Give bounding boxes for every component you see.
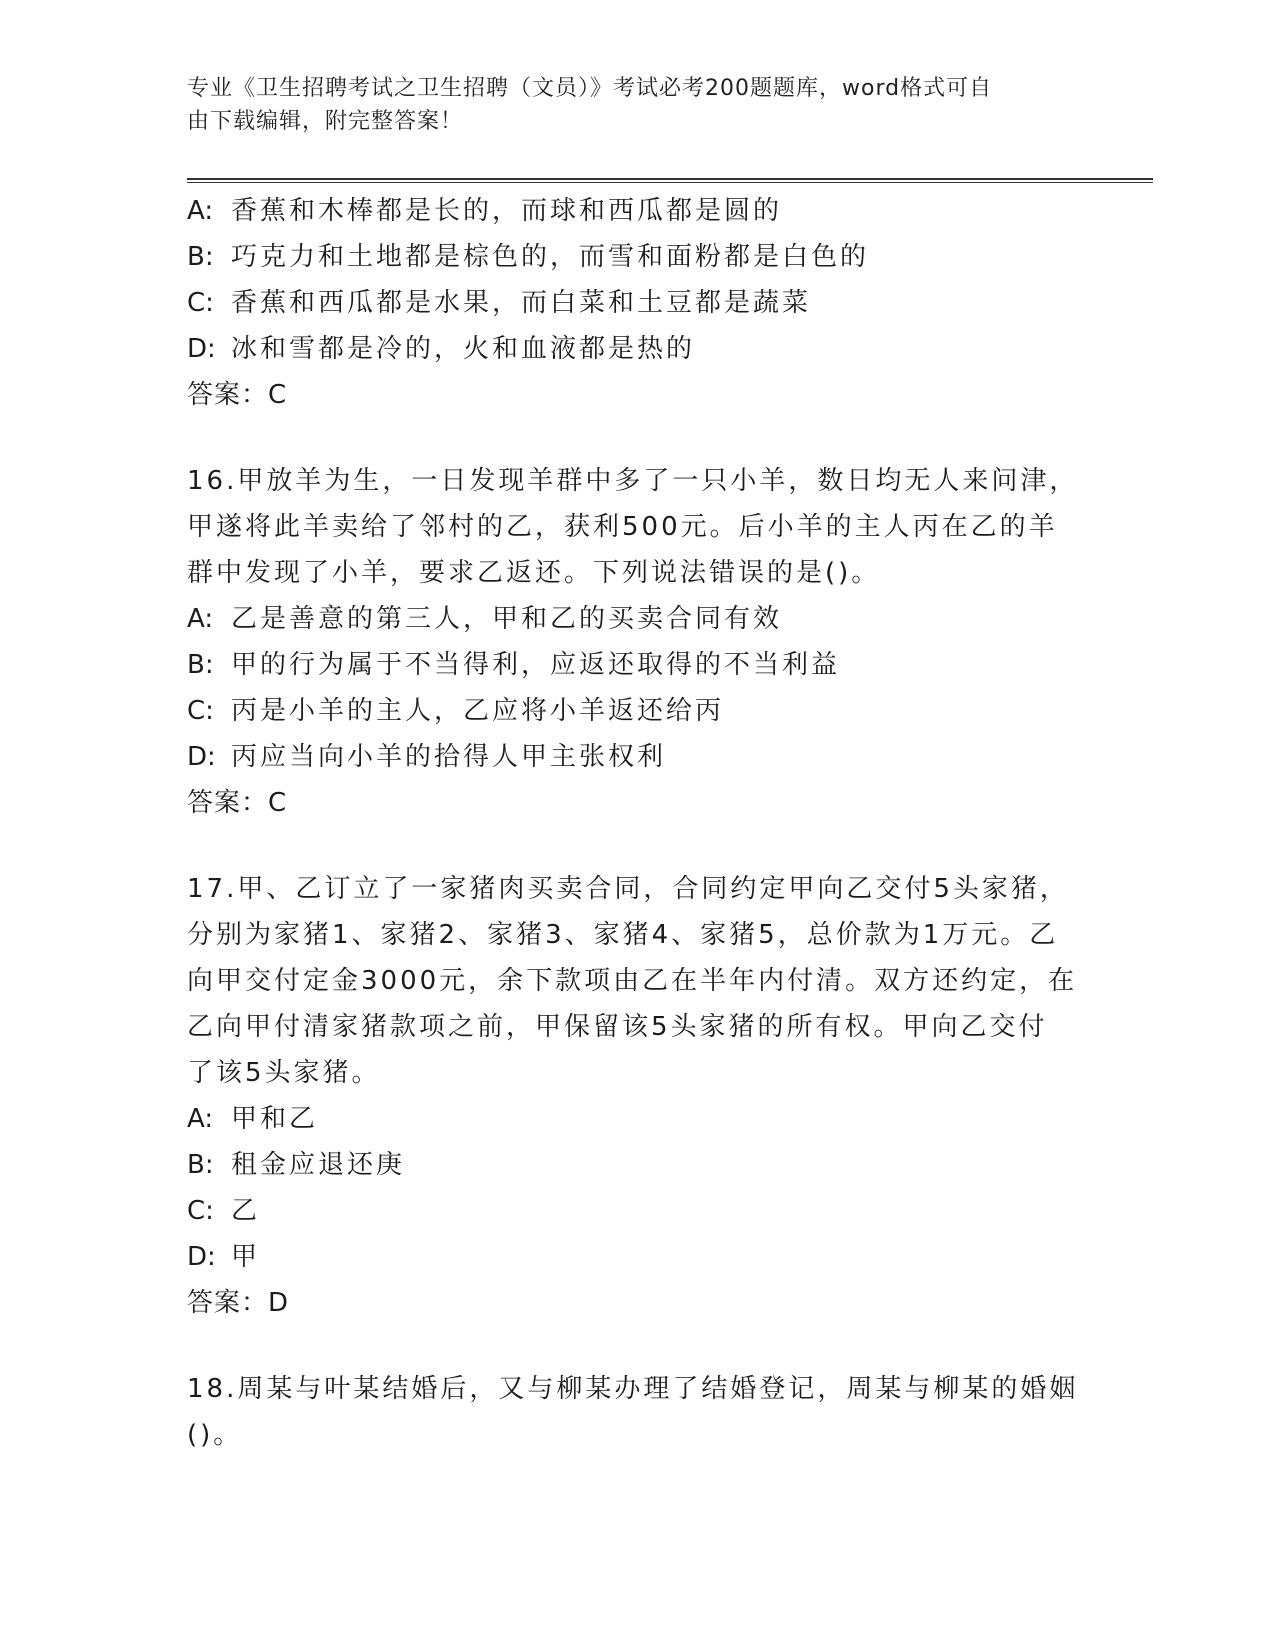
question-stem-line: 甲遂将此羊卖给了邻村的乙，获利500元。后小羊的主人丙在乙的羊 xyxy=(187,512,1058,542)
option-text: 甲 xyxy=(231,1242,261,1272)
option-d xyxy=(187,1234,1087,1280)
answer: 答案：C xyxy=(187,788,288,818)
option-a xyxy=(187,1096,1087,1142)
question-16 xyxy=(187,458,1087,826)
question-stem-line: 了该5头家猪。 xyxy=(187,1058,381,1088)
question-stem-line: 分别为家猪1、家猪2、家猪3、家猪4、家猪5，总价款为1万元。乙 xyxy=(187,920,1059,950)
header-line-1: 专业《卫生招聘考试之卫生招聘（文员）》考试必考200题题库，word格式可自 xyxy=(187,76,993,101)
question-stem-line: 向甲交付定金3000元，余下款项由乙在半年内付清。双方还约定，在 xyxy=(187,966,1078,996)
option-b xyxy=(187,642,1087,688)
header-line-2: 由下载编辑，附完整答案！ xyxy=(187,109,464,134)
option-text: 租金应退还庚 xyxy=(231,1150,406,1180)
option-text: 冰和雪都是冷的，火和血液都是热的 xyxy=(231,334,696,364)
option-text: 巧克力和土地都是棕色的，而雪和面粉都是白色的 xyxy=(231,242,870,272)
option-label: B: xyxy=(187,242,214,272)
question-stem-line: 16.甲放羊为生，一日发现羊群中多了一只小羊，数日均无人来问津， xyxy=(187,466,1079,496)
option-d xyxy=(187,734,1087,780)
option-a xyxy=(187,596,1087,642)
question-stem-line: ()。 xyxy=(187,1420,243,1450)
option-label: B: xyxy=(187,1150,214,1180)
option-text: 香蕉和木棒都是长的，而球和西瓜都是圆的 xyxy=(231,196,783,226)
option-text: 甲和乙 xyxy=(231,1104,319,1134)
option-c xyxy=(187,280,1087,326)
option-label: D: xyxy=(187,334,216,364)
answer: 答案：C xyxy=(187,380,288,410)
option-label: D: xyxy=(187,742,216,772)
option-c xyxy=(187,1188,1087,1234)
question-17 xyxy=(187,866,1087,1326)
option-text: 丙是小羊的主人，乙应将小羊返还给丙 xyxy=(231,696,725,726)
question-15 xyxy=(187,188,1087,418)
option-label: B: xyxy=(187,650,214,680)
header-divider xyxy=(187,178,1153,183)
option-a xyxy=(187,188,1087,234)
option-label: C: xyxy=(187,1196,214,1226)
answer: 答案：D xyxy=(187,1288,290,1318)
option-label: D: xyxy=(187,1242,216,1272)
option-label: C: xyxy=(187,696,214,726)
document-header xyxy=(187,72,1067,138)
option-label: A: xyxy=(187,196,214,226)
option-text: 乙 xyxy=(231,1196,261,1226)
question-stem-line: 群中发现了小羊，要求乙返还。下列说法错误的是()。 xyxy=(187,558,881,588)
option-text: 甲的行为属于不当得利，应返还取得的不当利益 xyxy=(231,650,841,680)
option-text: 香蕉和西瓜都是水果，而白菜和土豆都是蔬菜 xyxy=(231,288,812,318)
option-label: C: xyxy=(187,288,214,318)
option-b xyxy=(187,234,1087,280)
option-label: A: xyxy=(187,1104,214,1134)
option-c xyxy=(187,688,1087,734)
question-stem-line: 18.周某与叶某结婚后，又与柳某办理了结婚登记，周某与柳某的婚姻 xyxy=(187,1374,1079,1404)
question-18 xyxy=(187,1366,1087,1458)
document-body xyxy=(187,188,1087,1458)
option-d xyxy=(187,326,1087,372)
option-text: 乙是善意的第三人，甲和乙的买卖合同有效 xyxy=(231,604,783,634)
question-stem-line: 乙向甲付清家猪款项之前，甲保留该5头家猪的所有权。甲向乙交付 xyxy=(187,1012,1048,1042)
option-b xyxy=(187,1142,1087,1188)
option-label: A: xyxy=(187,604,214,634)
option-text: 丙应当向小羊的拾得人甲主张权利 xyxy=(231,742,667,772)
question-stem-line: 17.甲、乙订立了一家猪肉买卖合同，合同约定甲向乙交付5头家猪， xyxy=(187,874,1069,904)
